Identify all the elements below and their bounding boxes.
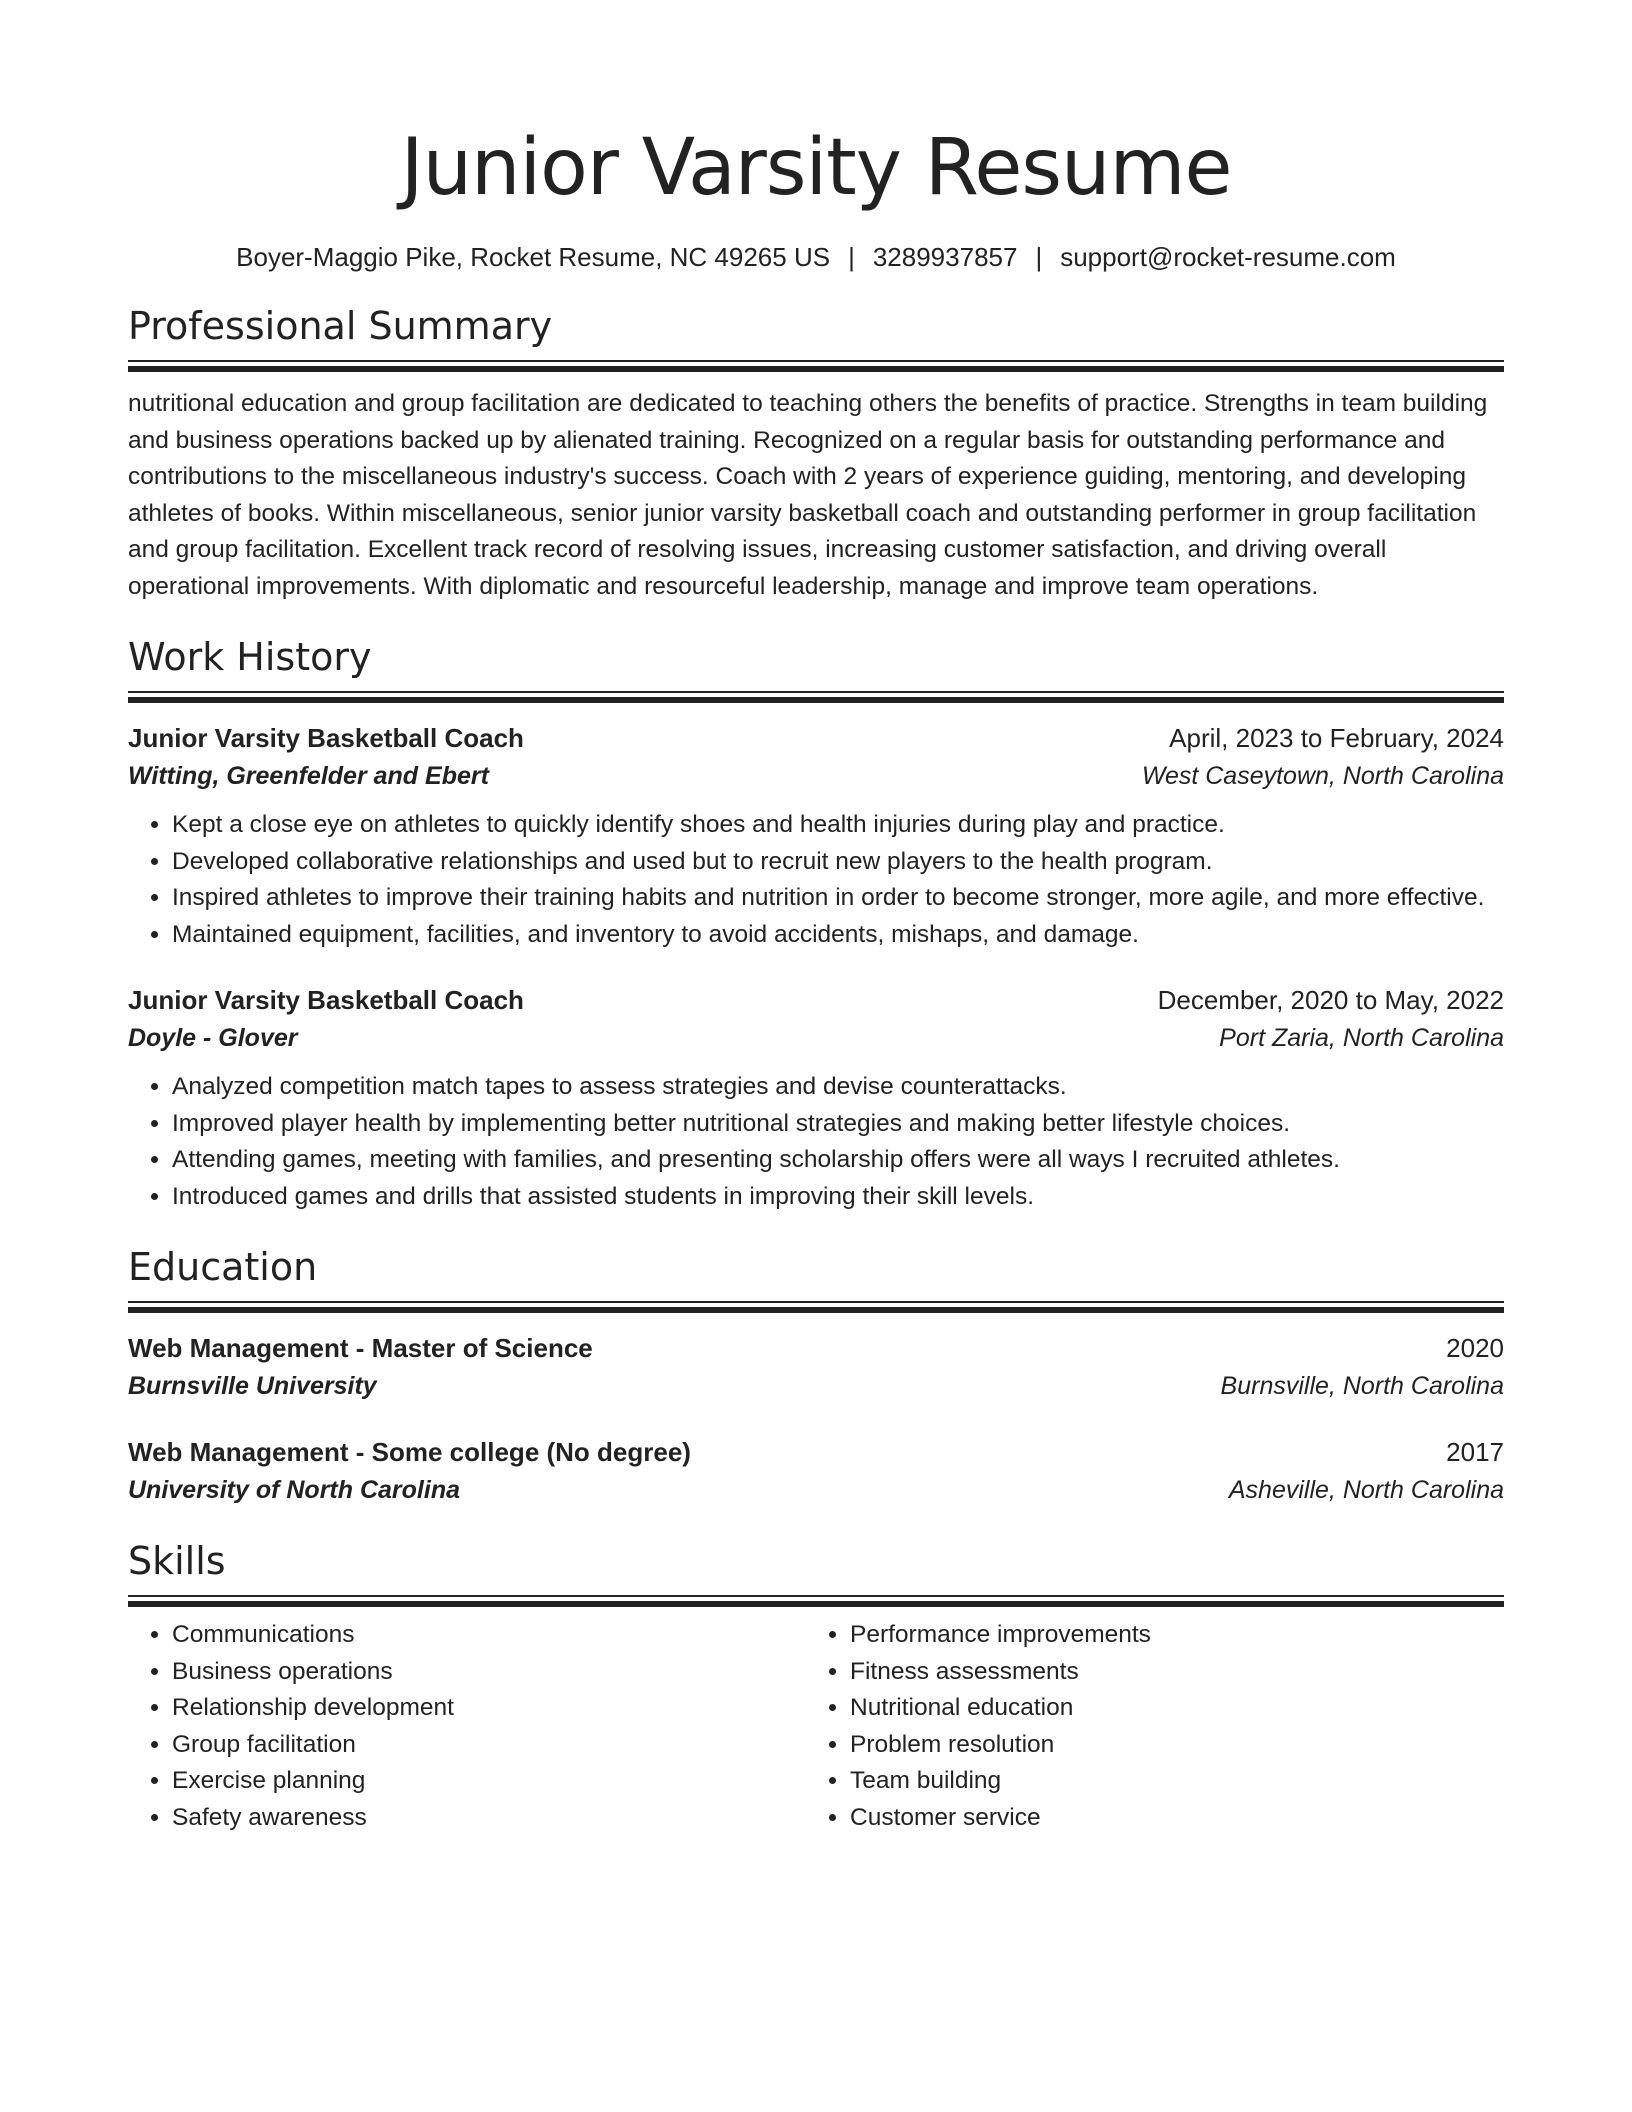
skills-list-left bbox=[128, 1617, 806, 1836]
job-duty: • Analyzed competition match tapes to assess strategies and devise counterattacks. bbox=[172, 1069, 1504, 1106]
education-entry bbox=[128, 1329, 1504, 1405]
skill-item: • Safety awareness bbox=[172, 1800, 806, 1837]
skills-columns bbox=[128, 1617, 1504, 1836]
job-duty: • Developed collaborative relationships and used but to recruit new players to the health program. bbox=[172, 844, 1504, 881]
skill-item: • Communications bbox=[172, 1617, 806, 1654]
education-entry bbox=[128, 1433, 1504, 1509]
job-position: Junior Varsity Basketball Coach bbox=[128, 723, 524, 753]
job-duties-list bbox=[128, 1069, 1504, 1215]
job-header-row bbox=[128, 719, 1504, 757]
summary-text: nutritional education and group facilitation are dedicated to teaching others the benefits of practice. Strengths in team building and business operations backed up by alienated training. Recognized on a regular basis for outstanding performance and contributions to the miscellaneous industry's success. Coach with 2 years of experience guiding, mentoring, and developing athletes of books. Within miscellaneous, senior junior varsity basketball coach and outstanding performer in group facilitation and group facilitation. Excellent track record of resolving issues, increasing customer satisfaction, and driving overall operational improvements. With diplomatic and resourceful leadership, manage and improve team operations. bbox=[128, 390, 1488, 600]
education-section bbox=[128, 1243, 1504, 1509]
job-duty: • Maintained equipment, facilities, and inventory to avoid accidents, mishaps, and damage. bbox=[172, 917, 1504, 954]
job-duty: • Attending games, meeting with families, and presenting scholarship offers were all ways I recruited athletes. bbox=[172, 1142, 1504, 1179]
job-header-row bbox=[128, 981, 1504, 1019]
skill-item: • Group facilitation bbox=[172, 1727, 806, 1764]
job-company-row bbox=[128, 1019, 1504, 1057]
resume-title: Junior Varsity Resume bbox=[400, 123, 1232, 213]
job-dates: April, 2023 to February, 2024 bbox=[1169, 723, 1504, 753]
education-school-row bbox=[128, 1471, 1504, 1509]
job-duties-list bbox=[128, 807, 1504, 953]
education-heading: Education bbox=[128, 1245, 318, 1289]
section-divider bbox=[128, 1595, 1504, 1607]
job-location: Port Zaria, North Carolina bbox=[1219, 1024, 1504, 1052]
contact-phone: 3289937857 bbox=[872, 242, 1018, 272]
job-location: West Caseytown, North Carolina bbox=[1141, 762, 1504, 790]
contact-line bbox=[128, 240, 1504, 274]
education-header-row bbox=[128, 1433, 1504, 1471]
skill-item: • Relationship development bbox=[172, 1690, 806, 1727]
skill-item: • Performance improvements bbox=[850, 1617, 1484, 1654]
education-school-row bbox=[128, 1367, 1504, 1405]
job-duty: • Introduced games and drills that assisted students in improving their skill levels. bbox=[172, 1179, 1504, 1216]
job-duty: • Kept a close eye on athletes to quickly identify shoes and health injuries during play and practice. bbox=[172, 807, 1504, 844]
summary-section bbox=[128, 302, 1504, 605]
education-year: 2020 bbox=[1446, 1333, 1504, 1363]
skills-section bbox=[128, 1537, 1504, 1836]
skill-item: • Problem resolution bbox=[850, 1727, 1484, 1764]
contact-email[interactable]: support@rocket-resume.com bbox=[1060, 242, 1396, 272]
skill-item: • Nutritional education bbox=[850, 1690, 1484, 1727]
skills-heading: Skills bbox=[128, 1539, 226, 1583]
education-year: 2017 bbox=[1446, 1437, 1504, 1467]
summary-heading: Professional Summary bbox=[128, 304, 553, 348]
job-position: Junior Varsity Basketball Coach bbox=[128, 985, 524, 1015]
education-school: University of North Carolina bbox=[128, 1476, 460, 1504]
education-degree: Web Management - Some college (No degree) bbox=[128, 1437, 691, 1467]
skill-item: • Team building bbox=[850, 1763, 1484, 1800]
job-company-row bbox=[128, 757, 1504, 795]
resume-page bbox=[128, 0, 1504, 1836]
section-divider bbox=[128, 1301, 1504, 1313]
education-location: Asheville, North Carolina bbox=[1228, 1476, 1504, 1504]
job-entry bbox=[128, 719, 1504, 953]
skill-item: • Business operations bbox=[172, 1654, 806, 1691]
job-company: Doyle - Glover bbox=[128, 1024, 298, 1052]
contact-separator: | bbox=[848, 242, 855, 272]
job-duty: • Improved player health by implementing better nutritional strategies and making better lifestyle choices. bbox=[172, 1106, 1504, 1143]
job-duty: • Inspired athletes to improve their training habits and nutrition in order to become stronger, more agile, and more effective. bbox=[172, 880, 1504, 917]
education-location: Burnsville, North Carolina bbox=[1220, 1372, 1504, 1400]
education-school: Burnsville University bbox=[128, 1372, 377, 1400]
job-dates: December, 2020 to May, 2022 bbox=[1157, 985, 1504, 1015]
job-company: Witting, Greenfelder and Ebert bbox=[128, 762, 489, 790]
section-divider bbox=[128, 691, 1504, 703]
skill-item: • Exercise planning bbox=[172, 1763, 806, 1800]
education-header-row bbox=[128, 1329, 1504, 1367]
section-divider bbox=[128, 360, 1504, 372]
skills-list-right bbox=[806, 1617, 1484, 1836]
contact-separator: | bbox=[1035, 242, 1043, 272]
work-history-section bbox=[128, 633, 1504, 1215]
job-entry bbox=[128, 981, 1504, 1215]
skill-item: • Customer service bbox=[850, 1800, 1484, 1837]
education-degree: Web Management - Master of Science bbox=[128, 1333, 593, 1363]
contact-address: Boyer-Maggio Pike, Rocket Resume, NC 49265 US bbox=[236, 242, 831, 272]
work-history-heading: Work History bbox=[128, 635, 372, 679]
skill-item: • Fitness assessments bbox=[850, 1654, 1484, 1691]
